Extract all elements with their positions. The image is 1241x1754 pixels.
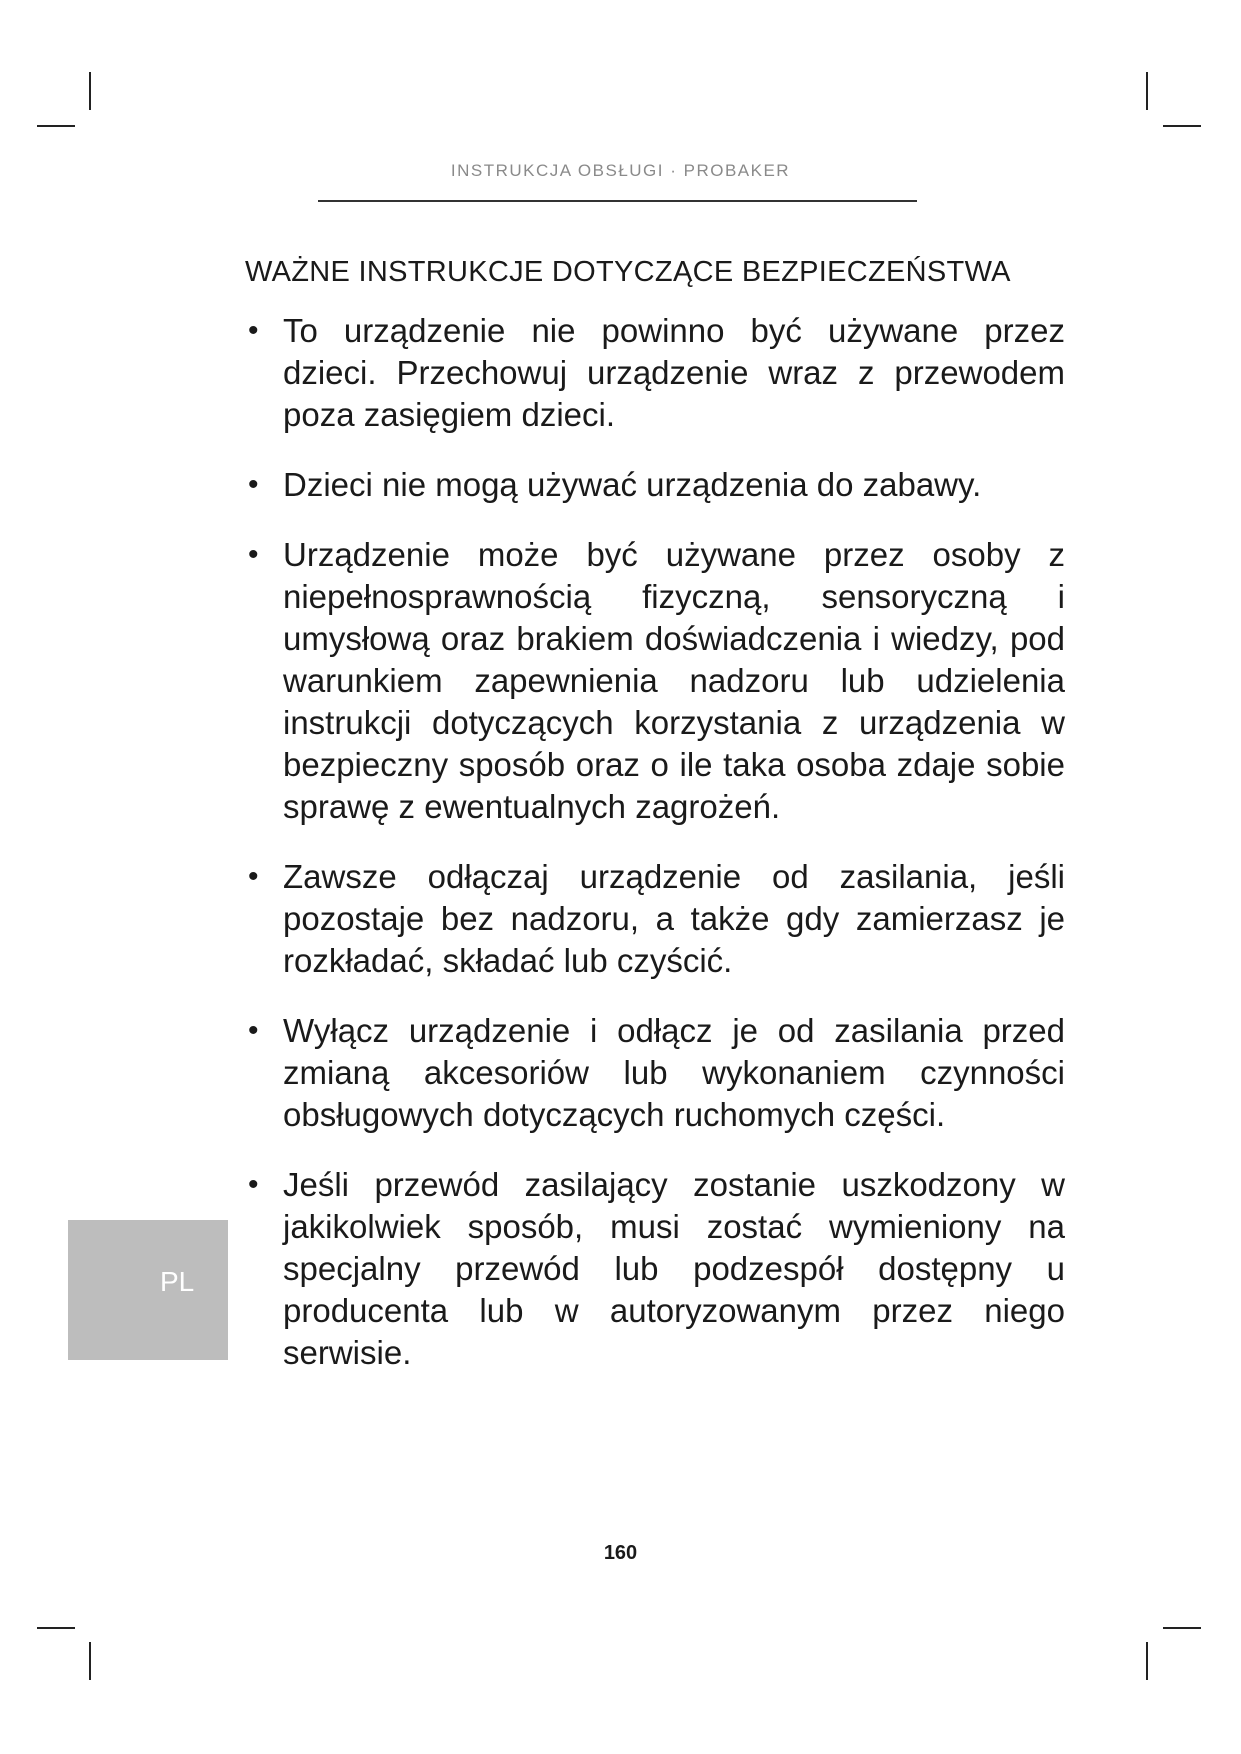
crop-mark-top-right-horizontal (1163, 125, 1201, 127)
language-tab (68, 1220, 228, 1360)
safety-instructions-list (245, 310, 1065, 1374)
header-rule (318, 200, 917, 202)
list-item-text: To urządzenie nie powinno być używane przez dzieci. Przechowuj urządzenie wraz z przewodem poza zasięgiem dzieci. (283, 312, 1065, 433)
page-number: 160 (603, 1542, 638, 1564)
crop-mark-bottom-right-vertical (1146, 1642, 1148, 1680)
bullet: • (248, 1014, 259, 1047)
list-item-text: Zawsze odłączaj urządzenie od zasilania, jeśli pozostaje bez nadzoru, a także gdy zamierzasz je rozkładać, składać lub czyścić. (283, 858, 1065, 979)
crop-mark-bottom-left-horizontal (37, 1627, 75, 1629)
crop-mark-bottom-left-vertical (89, 1642, 91, 1680)
bullet: • (248, 1168, 259, 1201)
list-item (245, 464, 1065, 506)
list-item-text: Wyłącz urządzenie i odłącz je od zasilania przed zmianą akcesoriów lub wykonaniem czynności obsługowych dotyczących ruchomych części. (283, 1012, 1065, 1133)
crop-mark-top-right-vertical (1146, 72, 1148, 110)
list-item-text: Jeśli przewód zasilający zostanie uszkodzony w jakikolwiek sposób, musi zostać wymieniony na specjalny przewód lub podzespół dostępny u producenta lub w autoryzowanym przez niego serwisie. (283, 1166, 1065, 1371)
running-header: INSTRUKCJA OBSŁUGI · PROBAKER (450, 161, 791, 180)
list-item (245, 310, 1065, 436)
bullet: • (248, 538, 259, 571)
list-item (245, 1164, 1065, 1374)
bullet: • (248, 468, 259, 501)
crop-mark-top-left-horizontal (37, 125, 75, 127)
list-item (245, 1010, 1065, 1136)
language-tab-label: PL (160, 1266, 195, 1297)
list-item-text: Dzieci nie mogą używać urządzenia do zabawy. (283, 466, 982, 503)
list-item-text: Urządzenie może być używane przez osoby z niepełnosprawnością fizyczną, sensoryczną i umysłową oraz brakiem doświadczenia i wiedzy, pod warunkiem zapewnienia nadzoru lub udzielenia instrukcji dotyczących korzystania z urządzenia w bezpieczny sposób oraz o ile taka osoba zdaje sobie sprawę z ewentualnych zagrożeń. (283, 536, 1065, 825)
crop-mark-bottom-right-horizontal (1163, 1627, 1201, 1629)
bullet: • (248, 314, 259, 347)
crop-mark-top-left-vertical (89, 72, 91, 110)
section-title: WAŻNE INSTRUKCJE DOTYCZĄCE BEZPIECZEŃSTWA (245, 256, 1011, 288)
list-item (245, 856, 1065, 982)
bullet: • (248, 860, 259, 893)
list-item (245, 534, 1065, 828)
